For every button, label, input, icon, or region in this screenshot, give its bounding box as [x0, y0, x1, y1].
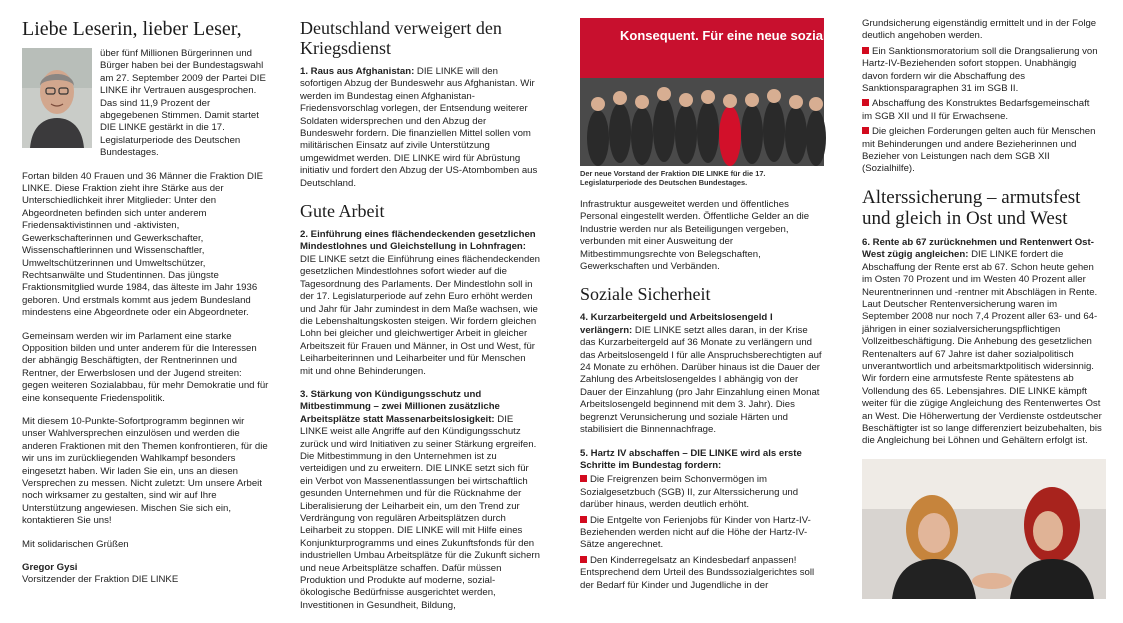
column-greeting	[22, 18, 270, 587]
group-photo	[580, 18, 868, 166]
point-text: DIE LINKE setzt alles daran, in der Krise das Kurzarbeitergeld auf 36 Monate zu verlängern und das Arbeitslosengeld I für alle Anspruchsberechtigten auf 24 Monate zu erhöhen. Darüber hinaus ist die Dauer der Zahlung des Arbeitslosengeldes I abhängig von der Dauer der Einzahlung (pro Jahr Einzahlung einen Monat Arbeitslosengeld beginnend mit dem 3. Jahr). Dies begrenzt Verunsicherung und soziale Härten und stabilisiert die Binnennachfrage.	[580, 324, 822, 436]
column-pension	[862, 18, 1102, 599]
bullet-text: Ein Sanktionsmoratorium soll die Drangsalierung von Hartz-IV-Beziehenden sofort stoppen. Unabhängig davon fordern wir die Abschaffung des Sanktionsparagraphen 31 im SGB II.	[862, 45, 1098, 95]
bullet-text: Abschaffung des Konstruktes Bedarfsgemeinschaft im SGB XII und II für Erwachsene.	[862, 98, 1090, 122]
point-title: 3. Stärkung von Kündigungsschutz und Mitbestimmung – zwei Millionen zusätzliche Arbeitsplätze statt Massenarbeitslosigkeit:	[300, 388, 500, 425]
continuation-text: Grundsicherung eigenständig ermittelt und in der Folge deutlich angehoben werden.	[862, 18, 1097, 42]
banner-text: Konsequent. Für eine neue soziale Idee.	[620, 28, 868, 43]
column-work	[300, 18, 540, 623]
greeting-heading: Liebe Leserin, lieber Leser,	[22, 18, 242, 40]
point-title: 6. Rente ab 67 zurücknehmen und Rentenwert Ost-West zügig angleichen:	[862, 236, 1094, 261]
portrait-photo	[22, 48, 92, 148]
column-social	[580, 18, 868, 592]
bullet-text: Die Entgelte von Ferienjobs für Kinder von Hartz-IV-Beziehenden werden nicht auf die Höhe der Hartz-IV-Sätze angerechnet.	[580, 514, 811, 551]
closing-line: Mit solidarischen Grüßen	[22, 538, 129, 550]
point-text: DIE LINKE setzt die Einführung eines flächendeckenden gesetzlichen Mindestlohnes sofort wieder auf die Tagesordnung des Parlaments. Der Mindestlohn soll in der 17. Legislaturperiode auf zehn Euro erhöht werden und Jahr für Jahr zumindest in dem Maße wachsen, wie die Lebenshaltungskosten steigen. Wir fordern gleichen Lohn bei gleicher und gleichwertiger Arbeit in gleicher Arbeitszeit für Frauen und Männer, in Ost und West, für Leiharbeiterinnen und Leiharbeiter und für Menschen mit und ohne Behinderungen.	[300, 253, 540, 377]
bullet-square-icon	[580, 475, 587, 482]
photo-caption: Der neue Vorstand der Fraktion DIE LINKE für die 17. Legislaturperiode des Deutschen Bundestages.	[580, 169, 766, 187]
continuation-text: Infrastruktur ausgeweitet werden und öffentliches Personal eingestellt werden. Öffentliche Gelder an die Industrie werden nur als Beteiligungen vergeben, verbunden mit einer Ausweitung der Mitbestimmungsrechte von Belegschaften, Gewerkschaften und Verbänden.	[580, 199, 810, 273]
bullet-text: Den Kinderregelsatz an Kindesbedarf anpassen! Entsprechend dem Urteil des Bundssozialgerichtes soll der Bedarf für Kinder und Jugendliche in der	[580, 554, 815, 591]
event-photo	[862, 459, 1106, 599]
section-heading-alter: Alterssicherung – armutsfest und gleich in Ost und West	[862, 186, 1081, 229]
signature-role: Vorsitzender der Fraktion DIE LINKE	[22, 574, 179, 586]
bullet-text: Die Freigrenzen beim Schonvermögen im Sozialgesetzbuch (SGB) II, zur Alterssicherung und darüber hinaus, werden deutlich erhöht.	[580, 474, 799, 511]
bullet-square-icon	[862, 127, 869, 134]
point-text: DIE LINKE weist alle Angriffe auf den Kündigungsschutz zurück und wird Initiativen zu seiner Stärkung ergreifen. Die Mitbestimmung in den Unternehmen ist zu verteidigen und zu erweitern. DIE LINKE setzt sich für ein Verbot von Massenentlassungen bei wirtschaftlich gesunden Unternehmen und für die Rücknahme der Liberalisierung der Leiharbeit ein, um den Trend zur Verdrängung von regulären Arbeitsplätzen durch Leiharbeit zu stoppen. DIE LINKE will mit Hilfe eines Konjunkturprogramms und eines Zukunftsfonds für den industriellen Umbau Arbeitsplätze für die Zukunft sichern und neue Arbeitsplätze schaffen. Dafür müssen Produktion und Produkte auf moderne, sozial-ökologische Bedürfnisse ausgerichtet werden, Investitionen in Gesundheit, Bildung,	[300, 413, 540, 611]
bullet-text: Die gleichen Forderungen gelten auch für Menschen mit Behinderungen und andere Bezieherinnen und Bezieher von Leistungen nach dem SGB XII (Sozialhilfe).	[862, 126, 1096, 175]
point-title: 5. Hartz IV abschaffen – DIE LINKE wird als erste Schritte im Bundestag fordern:	[580, 447, 802, 471]
point-title: 4. Kurzarbeitergeld und Arbeitslosengeld I verlängern:	[580, 312, 773, 336]
bullet-square-icon	[580, 556, 587, 563]
intro-paragraph: über fünf Millionen Bürgerinnen und Bürger haben bei der Bundestagswahl am 27. September 2009 der Partei DIE LINKE ihr Vertrauen ausgesprochen. Das sind 11,9 Prozent der abgegebenen Stimmen. Damit startet DIE LINKE gestärkt in die 17. Legislaturperiode des Deutschen Bundestages.	[100, 48, 266, 159]
signature-name: Gregor Gysi	[22, 562, 78, 574]
paragraph: Mit diesem 10-Punkte-Sofortprogramm beginnen wir unser Wahlversprechen einzulösen und werden die anderen Fraktionen mit den Themen konfrontieren, für die wir uns im zurückliegenden Wahlkampf besonders eingesetzt haben. Wir laden Sie ein, uns an diesen Versprechen zu messen. Nicht zuletzt: Um unsere Arbeit noch wirksamer zu gestalten, sind wir auf Ihre Unterstützung angewiesen. Mischen Sie sich ein, kontaktieren Sie uns!	[22, 415, 268, 527]
point-title: 1. Raus aus Afghanistan:	[300, 66, 415, 77]
point-title: 2. Einführung eines flächendeckenden gesetzlichen Mindestlohnes und Gleichstellung in Lohnfragen:	[300, 229, 536, 253]
paragraph: Fortan bilden 40 Frauen und 36 Männer die Fraktion DIE LINKE. Diese Fraktion zieht ihre Stärke aus der Unterschiedlichkeit ihrer Mitglieder: Unter den Abgeordneten befinden sich unter anderem Friedensaktivistinnen und -aktivisten, Gewerkschafterinnen und Gewerkschafter, Wissenschaftlerinnen und Wissenschaftler, Umweltschützerinnen und Umweltschützer, Rechtsanwälte und Studentinnen. Das jüngste Fraktionsmitglied wurde 1984, das älteste im Jahr 1936 geboren. Und erstmals kommt aus jedem Bundesland mindestens eine Abgeordnete oder ein Abgeordneter.	[22, 170, 264, 319]
section-heading-krieg: Deutschland verweigert den Kriegsdienst	[300, 18, 502, 58]
section-heading-sozial: Soziale Sicherheit	[580, 284, 711, 305]
bullet-square-icon	[862, 99, 869, 106]
paragraph: Gemeinsam werden wir im Parlament eine starke Opposition bilden und unter anderem für die Interessen der abhängig Beschäftigten, der Rentnerinnen und Rentner, der Erwerbslosen und der Jugend streiten: gegen weiteren Sozialabbau, für mehr Demokratie und für eine konsequente Friedenspolitik.	[22, 330, 269, 404]
bullet-square-icon	[862, 47, 869, 54]
point-text: DIE LINKE will den sofortigen Abzug der Bundeswehr aus Afghanistan. Wir werden im Bundestag einen Afghanistan-Friedensvorschlag vorlegen, der Entsendung weiterer Soldaten widersprechen und den Abzug der Bundeswehr fordern. Die finanziellen Mittel sollen vom militärischen Einsatz auf zivile Unterstützung umgewidmet werden. DIE LINKE wird für Abrüstung initiativ und fordert den Abzug der US-Atombomben aus Deutschland.	[300, 66, 538, 189]
bullet-square-icon	[580, 516, 587, 523]
point-text: DIE LINKE fordert die Abschaffung der Rente erst ab 67. Schon heute gehen im Osten 70 Prozent und im Westen 40 Prozent aller Neurentnerinnen und -rentner mit Abschlägen in Rente. Laut Deutscher Rentenversicherung waren im September 2008 nur noch 7,4 Prozent aller 63- und 64-jährigen in einer sozialversicherungspflichtigen Vollzeitbeschäftigung. Die Anhebung des gesetzlichen Rentenalters auf 67 Jahre ist daher sozialpolitisch unverantwortlich und arbeitsmarktpolitisch widersinnig. Wir fordern eine armutsfeste Rente spätestens ab Vollendung des 65. Lebensjahres. DIE LINKE kämpft weiter für die zügige Angleichung des Rentenwertes Ost an West. Die Höherwertung der Verdienste ostdeutscher Beschäftigter ist so lange differenziert beizubehalten, bis die Angleichung bei Löhnen und Gehältern erfolgt ist.	[862, 249, 1102, 447]
section-heading-arbeit: Gute Arbeit	[300, 201, 385, 222]
